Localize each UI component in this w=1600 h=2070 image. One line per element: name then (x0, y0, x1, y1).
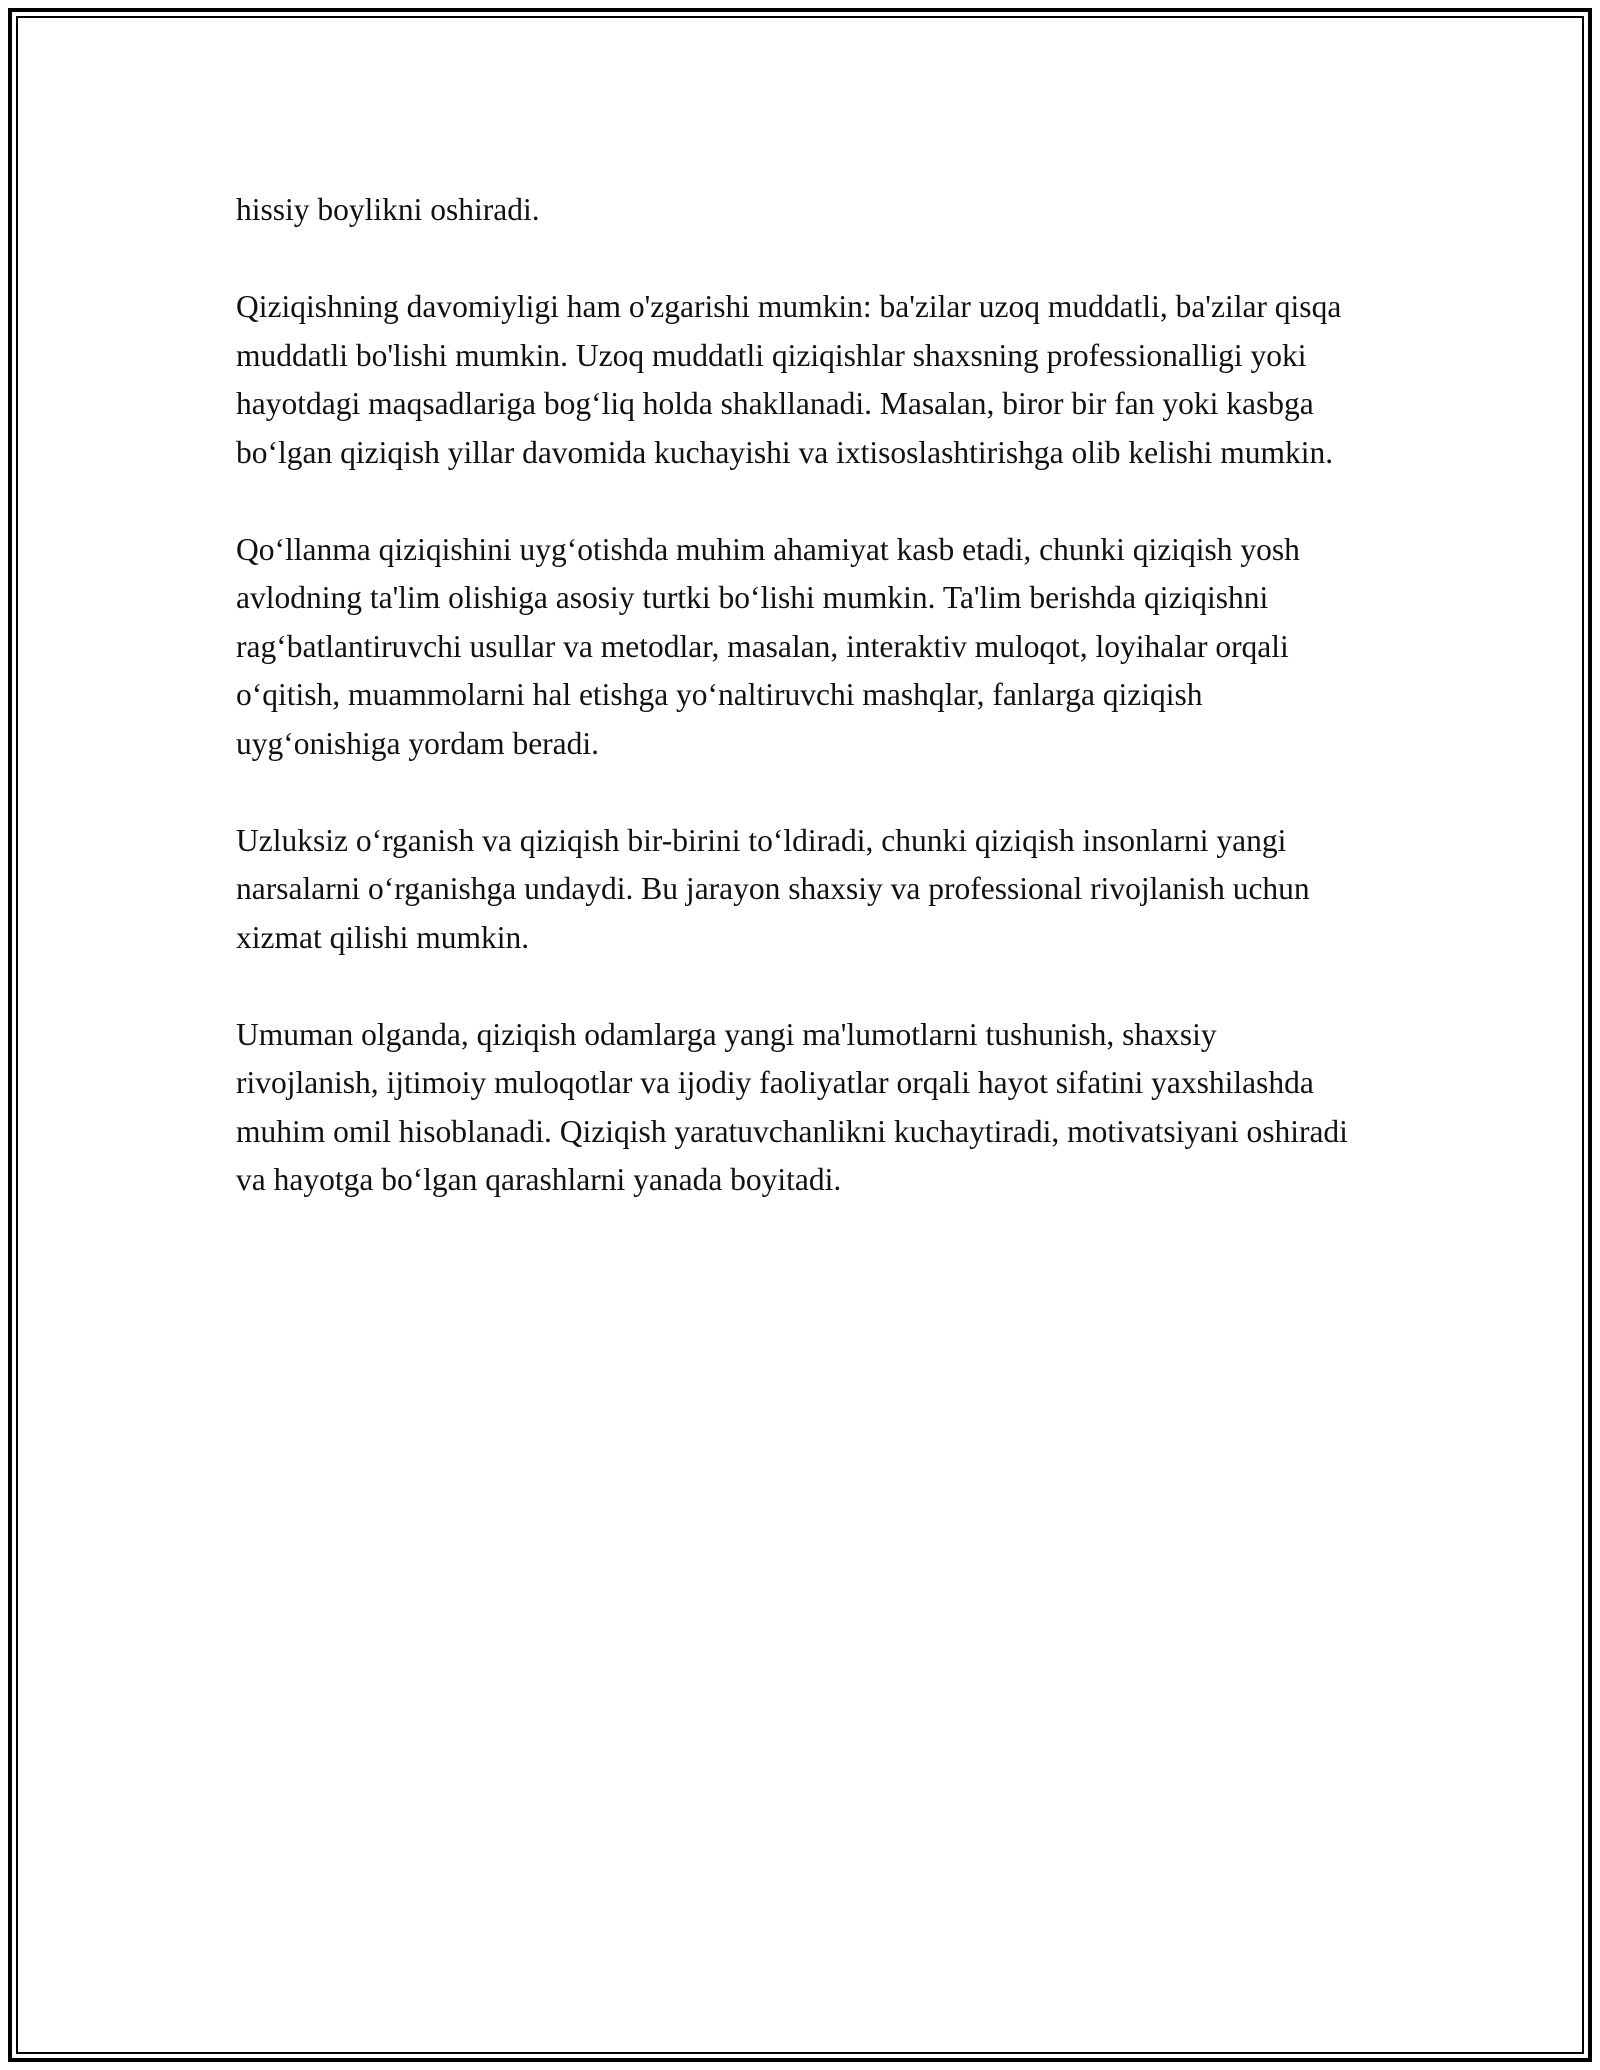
paragraph: Qiziqishning davomiyligi ham o'zgarishi mumkin: ba'zilar uzoq muddatli, ba'zilar qisqa muddatli bo'lishi mumkin. Uzoq muddatli qiziqishlar shaxsning professionalligi yoki hayotdagi maqsadlariga bog‘liq holda shakllanadi. Masalan, biror bir fan yoki kasbga bo‘lgan qiziqish yillar davomida kuchayishi va ixtisoslashtirishga olib kelishi mumkin. (236, 289, 1342, 470)
document-body (236, 186, 1366, 1253)
paragraph: Umuman olganda, qiziqish odamlarga yangi ma'lumotlarni tushunish, shaxsiy rivojlanish, ijtimoiy muloqotlar va ijodiy faoliyatlar orqali hayot sifatini yaxshilashda muhim omil hisoblanadi. Qiziqish yaratuvchanlikni kuchaytiradi, motivatsiyani oshiradi va hayotga bo‘lgan qarashlarni yanada boyitadi. (236, 1016, 1348, 1197)
paragraph: Qo‘llanma qiziqishini uyg‘otishda muhim ahamiyat kasb etadi, chunki qiziqish yosh avlodning ta'lim olishiga asosiy turtki bo‘lishi mumkin. Ta'lim berishda qiziqishni rag‘batlantiruvchi usullar va metodlar, masalan, interaktiv muloqot, loyihalar orqali o‘qitish, muammolarni hal etishga yo‘naltiruvchi mashqlar, fanlarga qiziqish uyg‘onishiga yordam beradi. (236, 531, 1300, 761)
paragraph: Uzluksiz o‘rganish va qiziqish bir-birini to‘ldiradi, chunki qiziqish insonlarni yangi narsalarni o‘rganishga undaydi. Bu jarayon shaxsiy va professional rivojlanish uchun xizmat qilishi mumkin. (236, 822, 1310, 955)
paragraph: hissiy boylikni oshiradi. (236, 192, 540, 227)
